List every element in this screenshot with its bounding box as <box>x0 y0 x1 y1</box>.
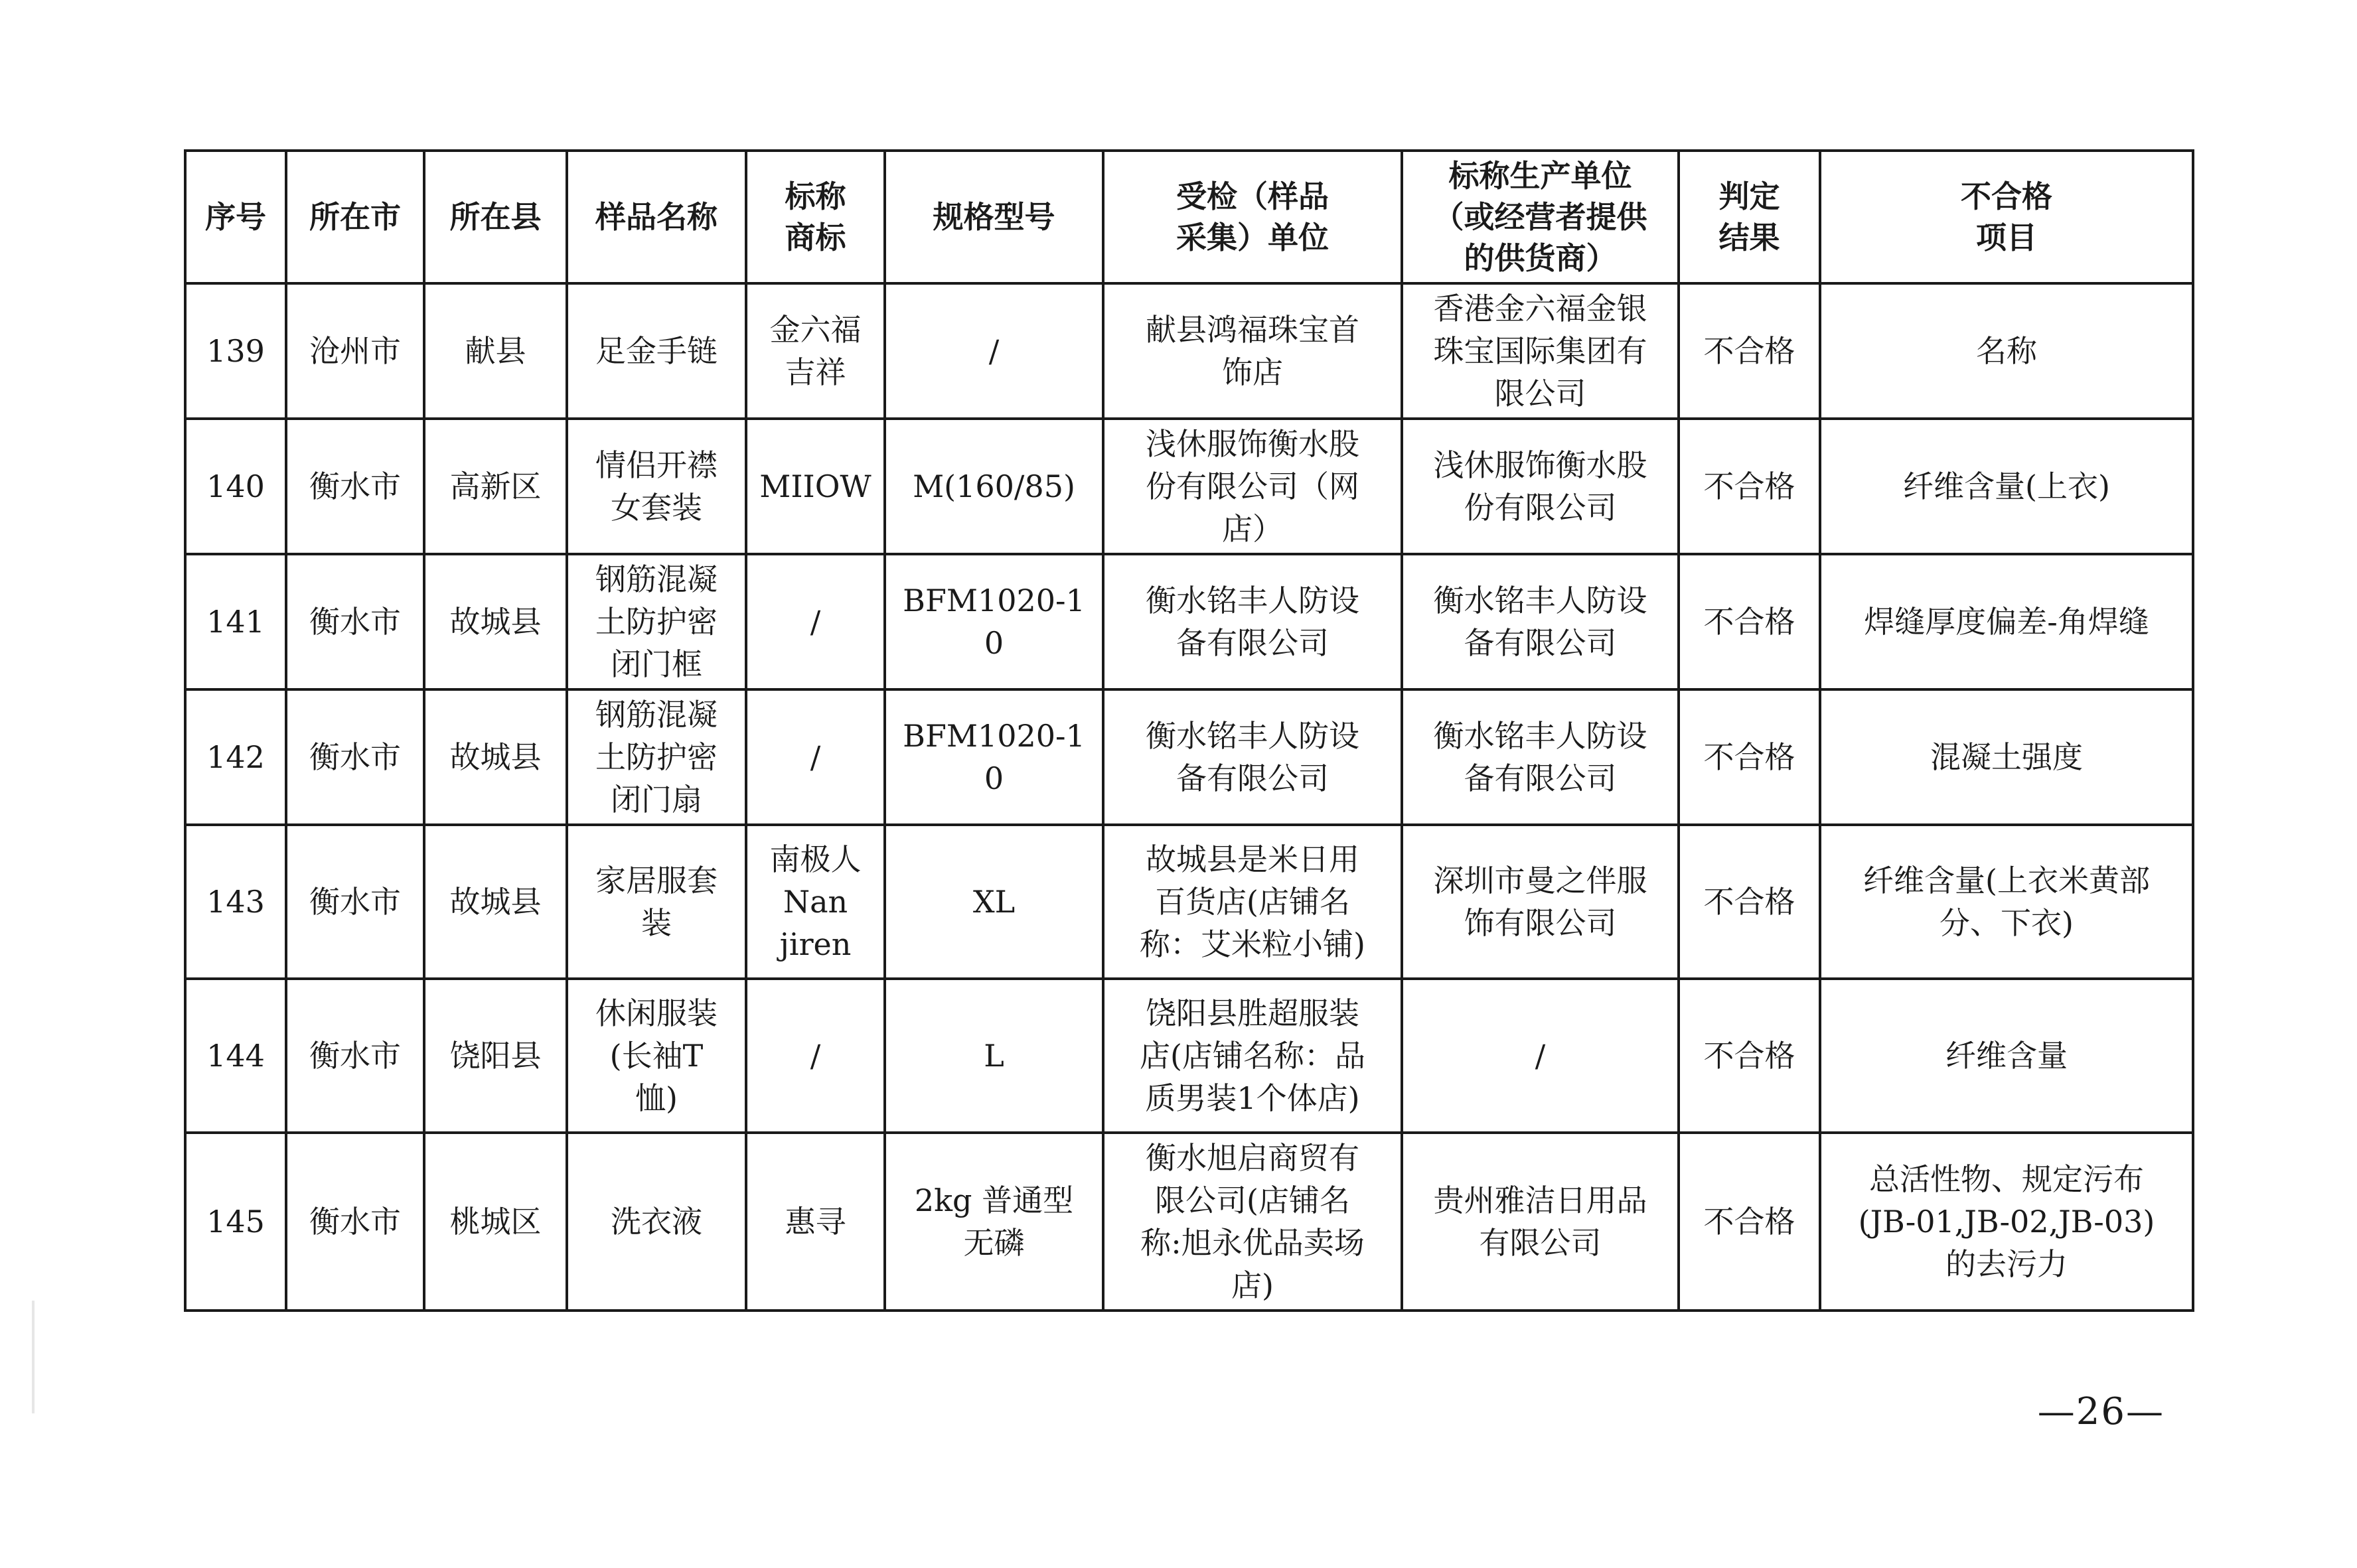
cell-manufacturer: 衡水铭丰人防设 备有限公司 <box>1402 689 1679 825</box>
cell-county: 桃城区 <box>424 1133 567 1311</box>
cell-manufacturer: 香港金六福金银 珠宝国际集团有 限公司 <box>1402 283 1679 419</box>
cell-sample-name: 钢筋混凝 土防护密 闭门框 <box>567 554 746 689</box>
cell-manufacturer: 衡水铭丰人防设 备有限公司 <box>1402 554 1679 689</box>
cell-brand: / <box>746 689 885 825</box>
cell-serial: 142 <box>185 689 286 825</box>
cell-city: 衡水市 <box>286 419 424 554</box>
cell-serial: 143 <box>185 825 286 979</box>
header-inspected-unit: 受检（样品 采集）单位 <box>1103 151 1402 283</box>
cell-county: 饶阳县 <box>424 979 567 1133</box>
cell-city: 衡水市 <box>286 689 424 825</box>
header-result: 判定 结果 <box>1679 151 1820 283</box>
header-manufacturer: 标称生产单位 （或经营者提供 的供货商） <box>1402 151 1679 283</box>
cell-failed-items: 总活性物、规定污布 (JB-01,JB-02,JB-03) 的去污力 <box>1820 1133 2193 1311</box>
cell-failed-items: 纤维含量 <box>1820 979 2193 1133</box>
table-row <box>185 554 2193 689</box>
cell-result: 不合格 <box>1679 554 1820 689</box>
header-city: 所在市 <box>286 151 424 283</box>
cell-county: 高新区 <box>424 419 567 554</box>
cell-city: 衡水市 <box>286 825 424 979</box>
cell-failed-items: 名称 <box>1820 283 2193 419</box>
cell-result: 不合格 <box>1679 825 1820 979</box>
cell-county: 故城县 <box>424 825 567 979</box>
cell-brand: 惠寻 <box>746 1133 885 1311</box>
cell-serial: 139 <box>185 283 286 419</box>
cell-county: 故城县 <box>424 689 567 825</box>
inspection-results-table <box>184 149 2194 1312</box>
cell-sample-name: 情侣开襟 女套装 <box>567 419 746 554</box>
header-failed-items: 不合格 项目 <box>1820 151 2193 283</box>
cell-result: 不合格 <box>1679 1133 1820 1311</box>
header-brand: 标称 商标 <box>746 151 885 283</box>
header-sample-name: 样品名称 <box>567 151 746 283</box>
cell-manufacturer: 深圳市曼之伴服 饰有限公司 <box>1402 825 1679 979</box>
cell-county: 献县 <box>424 283 567 419</box>
table-row <box>185 283 2193 419</box>
cell-failed-items: 焊缝厚度偏差-角焊缝 <box>1820 554 2193 689</box>
cell-city: 衡水市 <box>286 554 424 689</box>
page-number: —26— <box>2037 1390 2165 1433</box>
cell-inspected-unit: 浅休服饰衡水股 份有限公司（网 店） <box>1103 419 1402 554</box>
cell-sample-name: 钢筋混凝 土防护密 闭门扇 <box>567 689 746 825</box>
cell-spec-model: XL <box>885 825 1103 979</box>
cell-brand: 金六福 吉祥 <box>746 283 885 419</box>
cell-serial: 145 <box>185 1133 286 1311</box>
cell-brand: / <box>746 554 885 689</box>
table-header-row <box>185 151 2193 283</box>
cell-spec-model: BFM1020-10 <box>885 554 1103 689</box>
cell-inspected-unit: 衡水铭丰人防设 备有限公司 <box>1103 689 1402 825</box>
cell-inspected-unit: 饶阳县胜超服装 店(店铺名称：品 质男装1个体店) <box>1103 979 1402 1133</box>
header-serial: 序号 <box>185 151 286 283</box>
cell-serial: 141 <box>185 554 286 689</box>
cell-sample-name: 休闲服装 (长袖T 恤) <box>567 979 746 1133</box>
cell-city: 衡水市 <box>286 1133 424 1311</box>
cell-serial: 144 <box>185 979 286 1133</box>
cell-city: 沧州市 <box>286 283 424 419</box>
table-row <box>185 825 2193 979</box>
cell-brand: 南极人 Nan jiren <box>746 825 885 979</box>
scan-edge-mark <box>32 1301 35 1413</box>
table-row <box>185 689 2193 825</box>
cell-result: 不合格 <box>1679 419 1820 554</box>
cell-sample-name: 足金手链 <box>567 283 746 419</box>
header-spec-model: 规格型号 <box>885 151 1103 283</box>
cell-spec-model: / <box>885 283 1103 419</box>
cell-failed-items: 混凝土强度 <box>1820 689 2193 825</box>
cell-failed-items: 纤维含量(上衣米黄部 分、下衣) <box>1820 825 2193 979</box>
header-county: 所在县 <box>424 151 567 283</box>
cell-brand: MIIOW <box>746 419 885 554</box>
cell-city: 衡水市 <box>286 979 424 1133</box>
cell-inspected-unit: 衡水旭启商贸有 限公司(店铺名 称:旭永优品卖场 店) <box>1103 1133 1402 1311</box>
cell-result: 不合格 <box>1679 283 1820 419</box>
cell-sample-name: 洗衣液 <box>567 1133 746 1311</box>
cell-spec-model: BFM1020-10 <box>885 689 1103 825</box>
cell-inspected-unit: 故城县是米日用 百货店(店铺名 称：艾米粒小铺) <box>1103 825 1402 979</box>
cell-spec-model: L <box>885 979 1103 1133</box>
cell-failed-items: 纤维含量(上衣) <box>1820 419 2193 554</box>
table-row <box>185 1133 2193 1311</box>
cell-inspected-unit: 衡水铭丰人防设 备有限公司 <box>1103 554 1402 689</box>
cell-brand: / <box>746 979 885 1133</box>
cell-result: 不合格 <box>1679 689 1820 825</box>
cell-manufacturer: / <box>1402 979 1679 1133</box>
table-row <box>185 979 2193 1133</box>
cell-county: 故城县 <box>424 554 567 689</box>
cell-spec-model: M(160/85) <box>885 419 1103 554</box>
cell-spec-model: 2kg 普通型 无磷 <box>885 1133 1103 1311</box>
cell-manufacturer: 浅休服饰衡水股 份有限公司 <box>1402 419 1679 554</box>
cell-inspected-unit: 献县鸿福珠宝首 饰店 <box>1103 283 1402 419</box>
table-row <box>185 419 2193 554</box>
cell-result: 不合格 <box>1679 979 1820 1133</box>
cell-serial: 140 <box>185 419 286 554</box>
cell-manufacturer: 贵州雅洁日用品 有限公司 <box>1402 1133 1679 1311</box>
cell-sample-name: 家居服套 装 <box>567 825 746 979</box>
